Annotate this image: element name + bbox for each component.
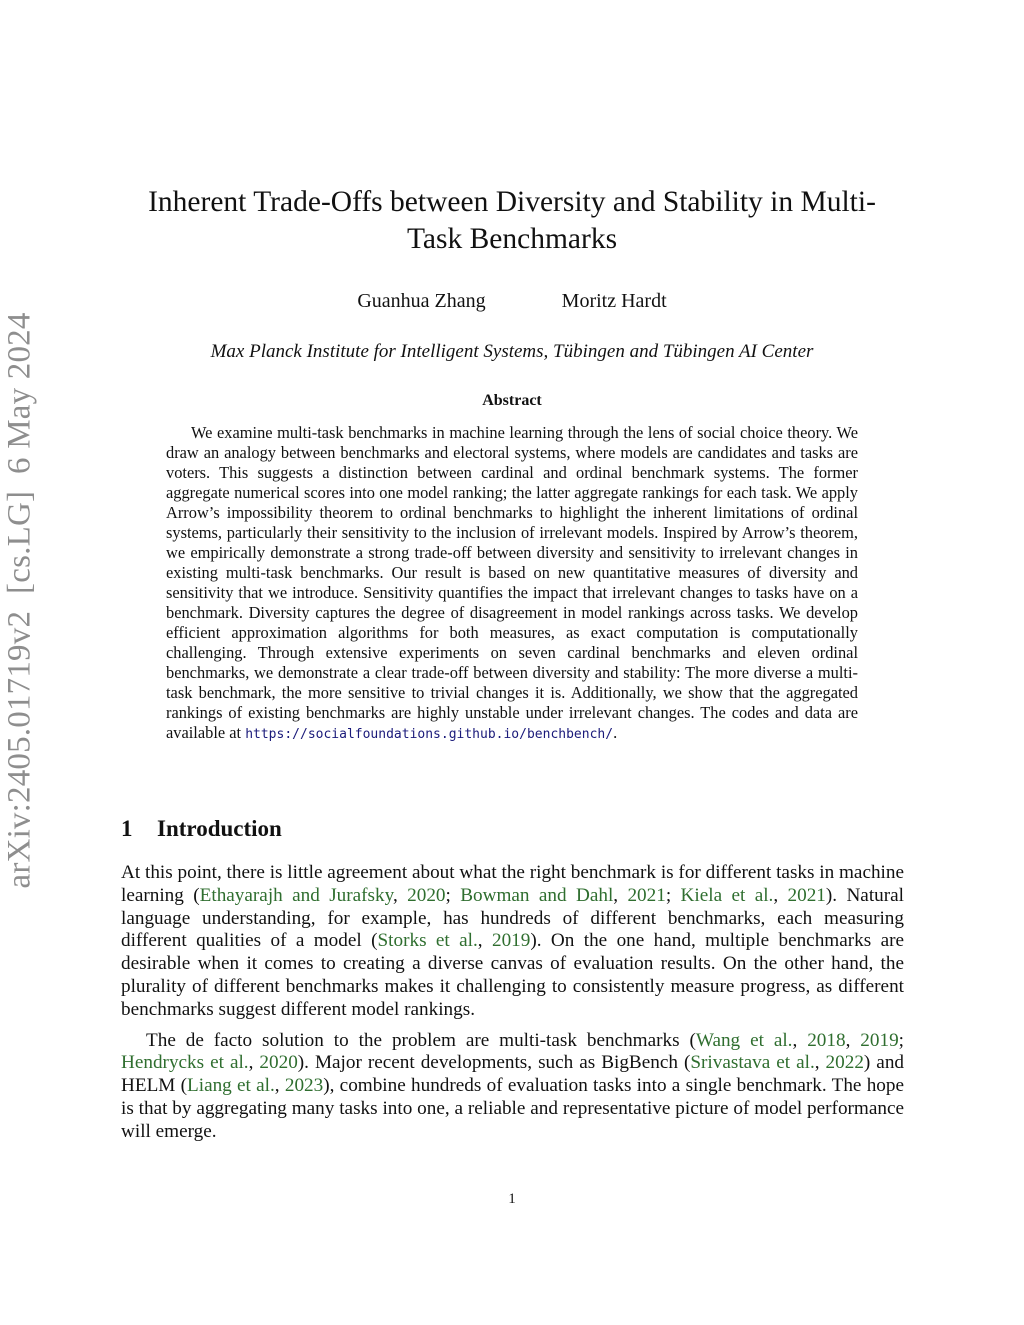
paragraph-text: ; bbox=[445, 884, 461, 906]
paragraph-text: , bbox=[792, 1029, 808, 1051]
introduction-body bbox=[121, 862, 904, 1152]
citation-link[interactable]: 2021 bbox=[627, 884, 666, 906]
abstract-end: . bbox=[613, 723, 618, 742]
paragraph-text: ; bbox=[898, 1029, 904, 1051]
section-title: Introduction bbox=[157, 816, 282, 841]
citation-link[interactable]: Ethayarajh and Jurafsky bbox=[199, 884, 393, 906]
citation-link[interactable]: Srivastava et al. bbox=[690, 1052, 815, 1074]
author-name: Moritz Hardt bbox=[561, 290, 667, 312]
paragraph-text: ) and HELM ( bbox=[121, 1052, 905, 1097]
paragraph bbox=[121, 1030, 904, 1144]
paragraph-text: ; bbox=[665, 884, 681, 906]
citation-link[interactable]: Kiela et al. bbox=[680, 884, 774, 906]
paragraph-text: , bbox=[773, 884, 788, 906]
citation-link[interactable]: 2021 bbox=[787, 884, 826, 906]
paragraph-text: , bbox=[274, 1075, 285, 1097]
abstract-heading: Abstract bbox=[482, 392, 542, 409]
author-name: Guanhua Zhang bbox=[357, 290, 486, 312]
paragraph-text: ), combine hundreds of evaluation tasks into a single benchmark. The hope is that by aggregating many tasks into one, a reliable and representative picture of model performance will emerge. bbox=[121, 1075, 905, 1142]
author-list bbox=[0, 290, 1024, 313]
paragraph-text: , bbox=[477, 930, 492, 952]
citation-link[interactable]: 2020 bbox=[259, 1052, 298, 1074]
paragraph-text: , bbox=[814, 1052, 826, 1074]
paragraph-text: , bbox=[845, 1029, 861, 1051]
citation-link[interactable]: 2022 bbox=[825, 1052, 864, 1074]
paragraph-text: ). Major recent developments, such as BigBench ( bbox=[297, 1052, 691, 1074]
citation-link[interactable]: 2019 bbox=[491, 930, 531, 952]
citation-link[interactable]: Bowman and Dahl bbox=[460, 884, 614, 906]
citation-link[interactable]: 2023 bbox=[284, 1075, 324, 1097]
citation-link[interactable]: Storks et al. bbox=[377, 930, 478, 952]
paragraph-text: At this point, there is little agreement about what the right benchmark is for different tasks in machine learning ( bbox=[121, 862, 904, 906]
citation-link[interactable]: Wang et al. bbox=[695, 1029, 793, 1051]
citation-link[interactable]: Hendrycks et al. bbox=[121, 1052, 249, 1074]
code-data-link[interactable]: https://socialfoundations.github.io/benchbench/ bbox=[245, 727, 614, 742]
paragraph-text: , bbox=[248, 1052, 260, 1074]
section-heading bbox=[121, 816, 282, 842]
paragraph-text: , bbox=[613, 884, 628, 906]
citation-link[interactable]: Liang et al. bbox=[187, 1075, 275, 1097]
citation-link[interactable]: 2020 bbox=[407, 884, 446, 906]
citation-link[interactable]: 2019 bbox=[860, 1029, 899, 1051]
affiliation: Max Planck Institute for Intelligent Systems, Tübingen and Tübingen AI Center bbox=[210, 341, 814, 362]
paragraph-text: , bbox=[392, 884, 408, 906]
page-number: 1 bbox=[508, 1191, 516, 1207]
section-number: 1 bbox=[121, 816, 133, 841]
paragraph-text: ). On the one hand, multiple benchmarks are desirable when it comes to creating a diverse canvas of evaluation results. On the other hand, the plurality of different benchmarks makes it challenging to consistently measure progress, as different benchmarks suggest different model rankings. bbox=[121, 930, 904, 1020]
citation-link[interactable]: 2018 bbox=[807, 1029, 846, 1051]
paragraph bbox=[121, 862, 904, 1022]
abstract-body bbox=[166, 423, 858, 745]
arxiv-identifier-stamp: arXiv:2405.01719v2 [cs.LG] 6 May 2024 bbox=[1, 312, 38, 889]
abstract-text: We examine multi-task benchmarks in machine learning through the lens of social choice theory. We draw an analogy between benchmarks and electoral systems, where models are candidates and tasks are voters. This suggests a distinction between cardinal and ordinal benchmark systems. The former aggregate numerical scores into one model ranking; the latter aggregate rankings for each task. We apply Arrow’s impossibility theorem to ordinal benchmarks to highlight the inherent limitations of ordinal systems, particularly their sensitivity to the inclusion of irrelevant models. Inspired by Arrow’s theorem, we empirically demonstrate a strong trade-off between diversity and sensitivity to irrelevant changes in existing multi-task benchmarks. Our result is based on new quantitative measures of diversity and sensitivity that we introduce. Sensitivity quantifies the impact that irrelevant changes to tasks have on a benchmark. Diversity captures the degree of disagreement in model rankings across tasks. We develop efficient approximation algorithms for both measures, as exact computation is computationally challenging. Through extensive experiments on seven cardinal benchmarks and eleven ordinal benchmarks, we demonstrate a clear trade-off between diversity and stability: The more diverse a multi-task benchmark, the more sensitive to trivial changes it is. Additionally, we show that the aggregated rankings of existing benchmarks are highly unstable under irrelevant changes. The codes and data are available at bbox=[166, 423, 858, 742]
paragraph-text: The de facto solution to the problem are multi-task benchmarks ( bbox=[146, 1029, 696, 1051]
paragraph-text: ). Natural language understanding, for example, has hundreds of different benchmarks, each measuring different qualities of a model ( bbox=[121, 884, 904, 952]
paper-title: Inherent Trade-Offs between Diversity and Stability in Multi-Task Benchmarks bbox=[148, 186, 876, 255]
